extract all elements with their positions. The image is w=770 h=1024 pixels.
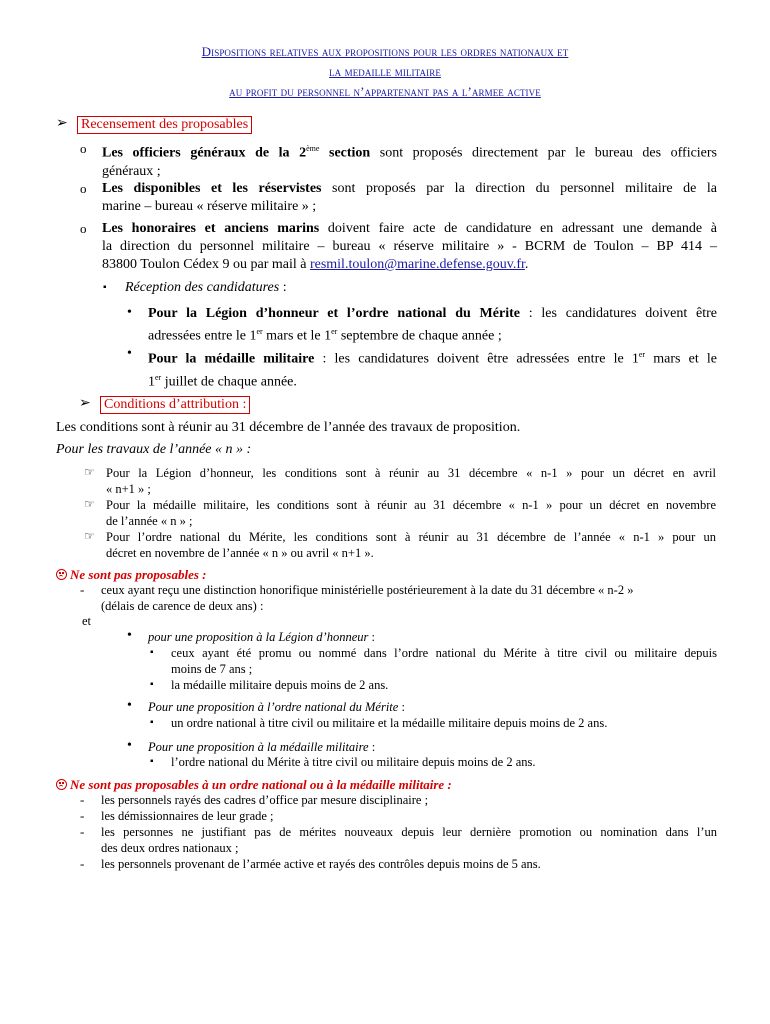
- dot-bullet-icon: •: [127, 305, 132, 320]
- square-bullet-icon: ▪: [150, 717, 154, 728]
- conditions-intro: Les conditions sont à réunir au 31 décembre de l’année des travaux de proposition.: [56, 420, 521, 435]
- group-legion-sub-2: la médaille militaire depuis moins de 2 ans.: [171, 678, 389, 692]
- arrow-bullet-icon: ➢: [56, 116, 68, 131]
- dot-bullet-icon: •: [127, 346, 132, 361]
- reception-heading: Réception des candidatures :: [125, 280, 287, 295]
- title-line-2: la medaille militaire: [329, 64, 441, 79]
- dot-bullet-icon: •: [127, 698, 132, 713]
- section-conditions-heading: [100, 395, 250, 414]
- email-link[interactable]: resmil.toulon@marine.defense.gouv.fr: [309, 257, 525, 272]
- arrow-bullet-icon: ➢: [79, 396, 91, 411]
- reception-item-legion: Pour la Légion d’honneur et l’ordre national du Mérite : les candidatures doivent être adressées entre le 1er mars et le 1er septembre de chaque année ;: [148, 306, 717, 344]
- section-recensement-heading: [77, 115, 252, 134]
- not-proposable-order-heading: Ne sont pas proposables à un ordre national ou à la médaille militaire :: [56, 776, 452, 794]
- dash-bullet-icon: -: [80, 808, 85, 823]
- title-line-1: Dispositions relatives aux propositions pour les ordres nationaux et: [201, 44, 569, 59]
- not-proposable-distinction: ceux ayant reçu une distinction honorifique ministérielle postérieurement à la date du 31 décembre « n-2 » (délais de carence de deux ans) :: [101, 583, 634, 613]
- group-merite-label: Pour une proposition à l’ordre national du Mérite :: [148, 700, 405, 714]
- pointing-hand-icon: ☞: [84, 465, 95, 479]
- condition-item-legion: Pour la Légion d’honneur, les conditions sont à réunir au 31 décembre « n-1 » pour un décret en avril « n+1 » ;: [106, 466, 716, 496]
- square-bullet-icon: ▪: [150, 647, 154, 658]
- conditions-subintro: Pour les travaux de l’année « n » :: [56, 442, 252, 457]
- condition-item-merite: Pour l’ordre national du Mérite, les conditions sont à réunir au 31 décembre de l’année « n-1 » pour un décret en novembre de l’année « n » ou avril « n+1 ».: [106, 530, 716, 560]
- pointing-hand-icon: ☞: [84, 529, 95, 543]
- condition-item-medaille: Pour la médaille militaire, les conditions sont à réunir au 31 décembre « n-1 » pour un décret en novembre de l’année « n » ;: [106, 498, 716, 528]
- dot-bullet-icon: •: [127, 628, 132, 643]
- group-legion-sub-1: ceux ayant été promu ou nommé dans l’ordre national du Mérite à titre civil ou militaire depuis moins de 7 ans ;: [171, 646, 717, 676]
- dash-bullet-icon: -: [80, 582, 85, 597]
- reception-item-medaille: Pour la médaille militaire : les candidatures doivent être adressées entre le 1er mars et le 1er juillet de chaque année.: [148, 350, 718, 390]
- exclusion-item-3: les personnes ne justifiant pas de mérites nouveaux depuis leur dernière promotion ou nomination dans l’un des deux ordres nationaux ;: [101, 825, 717, 855]
- exclusion-item-2: les démissionnaires de leur grade ;: [101, 809, 274, 823]
- group-legion-label: pour une proposition à la Légion d’honneur :: [148, 630, 375, 644]
- section-heading-label: Recensement des proposables: [77, 116, 252, 134]
- exclusion-item-1: les personnels rayés des cadres d’office par mesure disciplinaire ;: [101, 793, 429, 807]
- group-medaille-sub-1: l’ordre national du Mérite à titre civil ou militaire depuis moins de 2 ans.: [171, 755, 536, 769]
- group-medaille-label: Pour une proposition à la médaille militaire :: [148, 740, 376, 754]
- circle-bullet-icon: o: [80, 221, 87, 236]
- square-bullet-icon: ▪: [103, 282, 107, 293]
- conjunction-et: et: [82, 614, 92, 628]
- group-merite-sub-1: un ordre national à titre civil ou militaire et la médaille militaire depuis moins de 2 ans.: [171, 716, 608, 730]
- title-line-3: au profit du personnel n’appartenant pas a l’armee active: [229, 84, 541, 99]
- pointing-hand-icon: ☞: [84, 497, 95, 511]
- section-heading-label: Conditions d’attribution :: [100, 396, 250, 414]
- square-bullet-icon: ▪: [150, 756, 154, 767]
- square-bullet-icon: ▪: [150, 679, 154, 690]
- circle-bullet-icon: o: [80, 141, 87, 156]
- not-proposable-heading: Ne sont pas proposables :: [56, 566, 207, 584]
- list-item-officiers: Les officiers généraux de la 2ème section sont proposés directement par le bureau des officiers généraux ;: [102, 144, 718, 179]
- dash-bullet-icon: -: [80, 792, 85, 807]
- list-item-reservistes: Les disponibles et les réservistes sont proposés par la direction du personnel militaire de la marine – bureau « réserve militaire » ;: [102, 181, 717, 214]
- frown-face-icon: [56, 569, 67, 580]
- dash-bullet-icon: -: [80, 824, 85, 839]
- dot-bullet-icon: •: [127, 738, 132, 753]
- frown-face-icon: [56, 779, 67, 790]
- list-item-honoraires: Les honoraires et anciens marins doivent faire acte de candidature en adressant une demande à la direction du personnel militaire – bureau « réserve militaire » - BCRM de Toulon – BP 414 – 83800 Toulon Cédex 9 ou par mail à resmil.toulon@marine.defense.gouv.fr.: [102, 221, 717, 272]
- exclusion-item-4: les personnels provenant de l’armée active et rayés des contrôles depuis moins de 5 ans.: [101, 857, 541, 871]
- circle-bullet-icon: o: [80, 181, 87, 196]
- dash-bullet-icon: -: [80, 856, 85, 871]
